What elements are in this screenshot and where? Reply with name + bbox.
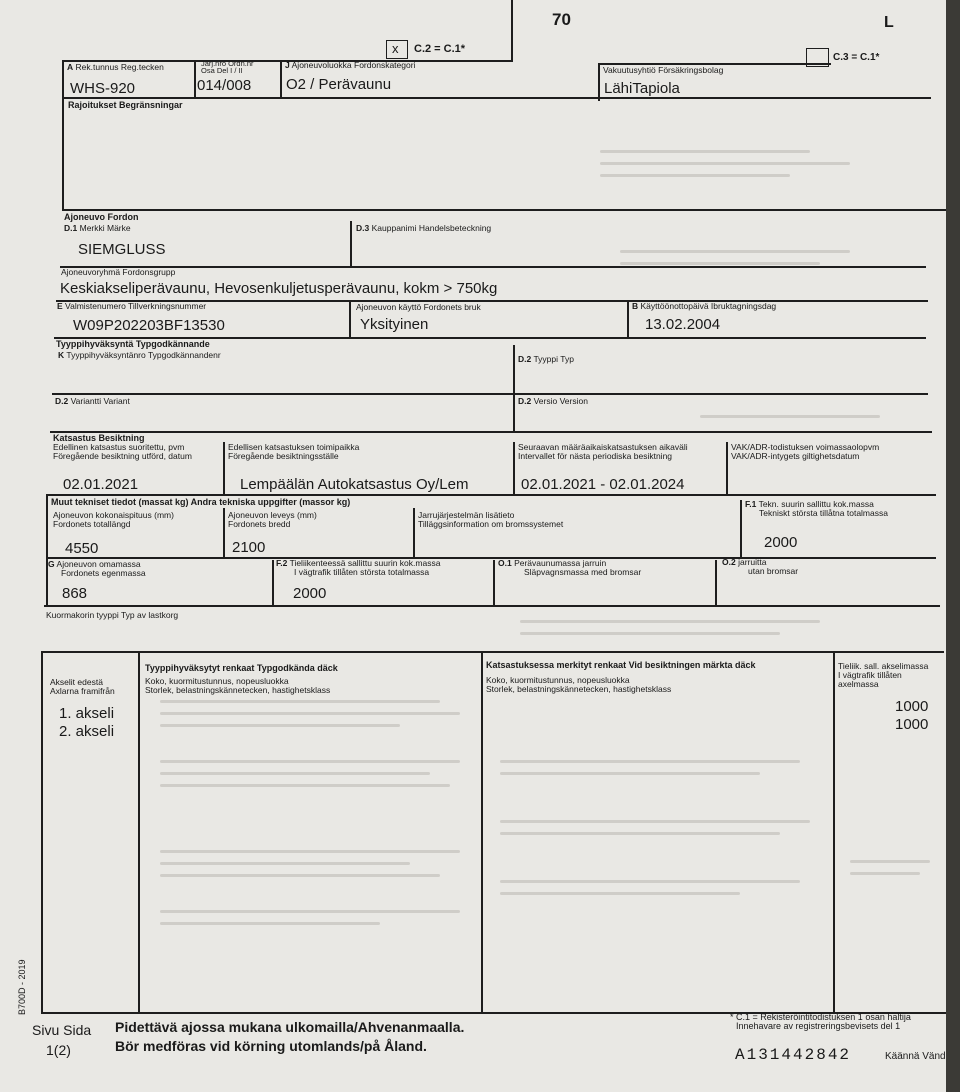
brake-info-label: Jarrujärjestelmän lisätieto Tilläggsinformation om bromssystemet [418, 510, 564, 529]
axle-2-label: 2. akseli [59, 723, 115, 740]
road-max-mass-label: F.2 Tieliikenteessä sallittu suurin kok.massa I vägtrafik tillåten största totalmassa [276, 558, 441, 577]
c2-checkbox-mark: x [392, 41, 399, 56]
last-inspection-label: Edellinen katsastus suoritettu, pvm Föregående besiktning utförd, datum [53, 442, 192, 461]
adr-certificate-label: VAK/ADR-todistuksen voimassaolopvm VAK/ADR-intygets giltighetsdatum [731, 442, 880, 461]
axles-label: Akselit edestä Axlarna framifrån [50, 677, 115, 696]
vehicle-section-label: Ajoneuvo Fordon [64, 212, 139, 222]
form-code: B700D - 2019 [17, 959, 27, 1015]
vin-label: E Valmistenumero Tillverkningsnummer [57, 301, 207, 311]
inspected-tyres-subtitle: Koko, kuormitustunnus, nopeusluokka Storlek, belastningskännetecken, hastighetsklass [486, 675, 672, 694]
make-label: D.1 Merkki Märke [64, 223, 131, 233]
vehicle-use-value: Yksityinen [360, 316, 429, 333]
restrictions-label: Rajoitukset Begränsningar [68, 100, 183, 110]
own-mass-label: G Ajoneuvon omamassa Fordonets egenmassa [48, 559, 146, 578]
insurance-value: LähiTapiola [604, 80, 680, 97]
c1-footnote: * C.1 = Rekisteröintitodistuksen 1 osan haltija Innehavare av registreringsbevisets del 1 [730, 1012, 911, 1031]
notice-finnish: Pidettävä ajossa mukana ulkomailla/Ahvenanmaalla. [115, 1019, 465, 1035]
inspection-place-value: Lempäälän Autokatsastus Oy/Lem [240, 476, 469, 493]
braked-trailer-mass-label: O.1 Perävaunumassa jarruin Släpvagnsmassa med bromsar [498, 558, 642, 577]
total-length-value: 4550 [65, 540, 99, 557]
last-inspection-value: 02.01.2021 [63, 476, 139, 493]
axle-1-mass-value: 1000 [895, 698, 929, 715]
variant-label: D.2 Variantti Variant [55, 396, 130, 406]
next-inspection-value: 02.01.2021 - 02.01.2024 [521, 476, 685, 493]
c3-label: C.3 = C.1* [833, 52, 880, 63]
inspection-place-label: Edellisen katsastuksen toimipaikka Föregående besiktningsställe [228, 442, 360, 461]
vehicle-group-value: Keskiakseliperävaunu, Hevosenkuljetusperävaunu, kokm > 750kg [60, 280, 498, 297]
page-code: 70 [552, 10, 571, 29]
inspected-tyres-title: Katsastuksessa merkityt renkaat Vid besiktningen märkta däck [486, 660, 756, 670]
max-mass-value: 2000 [764, 534, 798, 551]
c2-checkbox [386, 40, 408, 59]
order-number-value: 014/008 [197, 77, 252, 94]
page-label: Sivu Sida [32, 1022, 92, 1038]
own-mass-value: 868 [62, 585, 88, 602]
insurance-label: Vakuutusyhtiö Försäkringsbolag [603, 65, 724, 75]
c2-label: C.2 = C.1* [414, 43, 466, 55]
axle-2-mass-value: 1000 [895, 716, 929, 733]
tech-data-section-label: Muut tekniset tiedot (massat kg) Andra tekniska uppgifter (massor kg) [51, 497, 351, 507]
order-number-label: Järj.nro Ordn.nr Osa Del I / II [201, 59, 254, 75]
type-approval-section-label: Tyyppihyväksyntä Typgodkännande [56, 339, 210, 349]
axle-1-label: 1. akseli [59, 705, 115, 722]
type-label: D.2 Tyyppi Typ [518, 354, 574, 364]
turn-over-label: Käännä Vänd [885, 1051, 946, 1062]
category-value: O2 / Perävaunu [286, 76, 392, 93]
unbraked-trailer-mass-label: O.2 jarruitta utan bromsar [722, 557, 799, 576]
road-max-mass-value: 2000 [293, 585, 327, 602]
first-use-date-label: B Käyttöönottopäivä Ibruktagningsdag [632, 301, 777, 311]
type-approval-number-label: K Tyyppihyväksyntänro Typgodkännandenr [58, 350, 221, 360]
notice-swedish: Bör medföras vid körning utomlands/på Åland. [115, 1038, 427, 1054]
total-length-label: Ajoneuvon kokonaispituus (mm) Fordonets totallängd [53, 510, 174, 529]
next-inspection-label: Seuraavan määräaikaiskatsastuksen aikaväli Intervallet för nästa periodiska besiktning [518, 442, 688, 461]
version-label: D.2 Versio Version [518, 396, 588, 406]
first-use-date-value: 13.02.2004 [645, 316, 721, 333]
reg-number-label: A Rek.tunnus Reg.tecken [67, 62, 164, 72]
category-label: J Ajoneuvoluokka Fordonskategori [285, 60, 416, 70]
serial-number: A131442842 [735, 1046, 852, 1064]
approved-tyres-subtitle: Koko, kuormitustunnus, nopeusluokka Storlek, belastningskännetecken, hastighetsklass [145, 676, 331, 695]
max-mass-label: F.1 Tekn. suurin sallittu kok.massa Tekniskt största tillåtna totalmassa [745, 499, 888, 518]
reg-number-value: WHS-920 [70, 80, 136, 97]
trade-name-label: D.3 Kauppanimi Handelsbeteckning [356, 223, 492, 233]
inspection-section-label: Katsastus Besiktning [53, 433, 145, 443]
approved-tyres-title: Tyyppihyväksytyt renkaat Typgodkända däck [145, 663, 338, 673]
letter-mark: L [884, 14, 894, 31]
vehicle-group-label: Ajoneuvoryhmä Fordonsgrupp [61, 267, 176, 277]
make-value: SIEMGLUSS [78, 241, 166, 258]
body-type-label: Kuormakorin tyyppi Typ av lastkorg [46, 610, 179, 620]
page-number: 1(2) [46, 1042, 71, 1058]
width-value: 2100 [232, 539, 266, 556]
axle-mass-label: Tieliik. sall. akselimassa I vägtrafik tillåten axelmassa [838, 661, 929, 689]
vehicle-use-label: Ajoneuvon käyttö Fordonets bruk [356, 302, 481, 312]
width-label: Ajoneuvon leveys (mm) Fordonets bredd [228, 510, 317, 529]
vin-value: W09P202203BF13530 [73, 317, 225, 334]
